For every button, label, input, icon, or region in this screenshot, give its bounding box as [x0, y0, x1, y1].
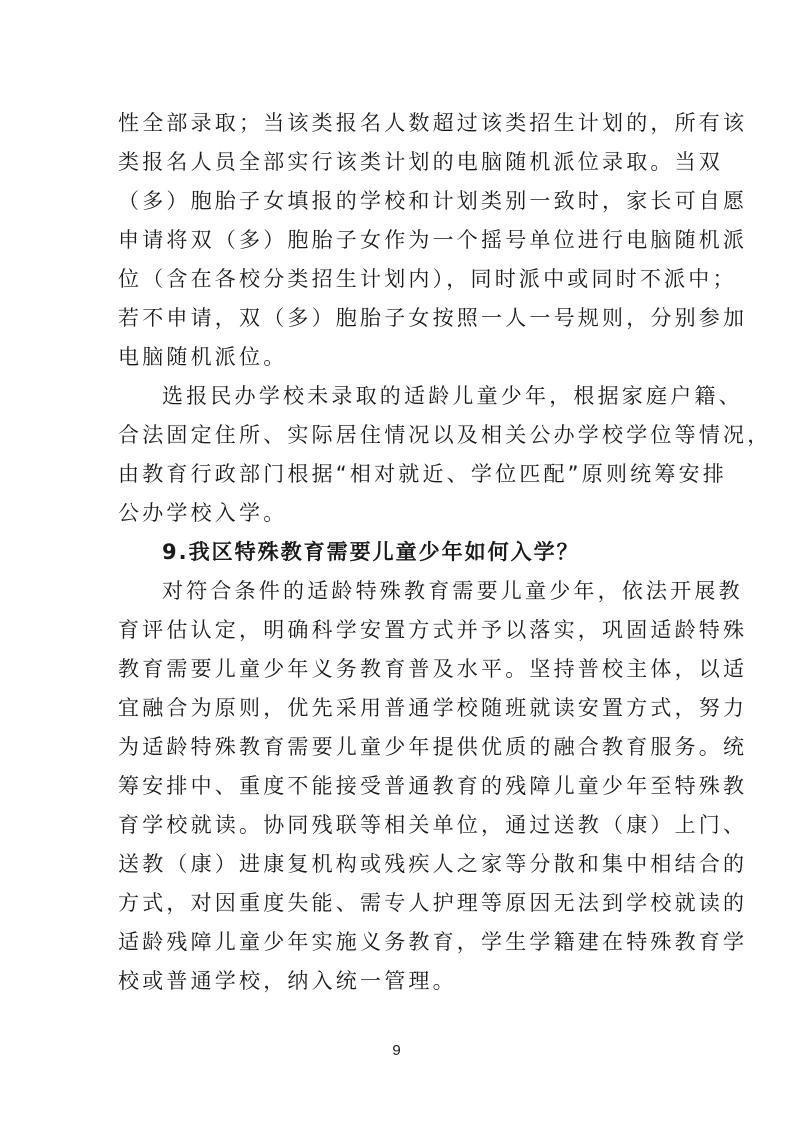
paragraph-2-line-1: 选报民办学校未录取的适龄儿童少年，根据家庭户籍、 — [162, 384, 743, 408]
paragraph-2-line-4: 公办学校入学。 — [118, 501, 288, 525]
paragraph-2-line-2: 合法固定住所、实际居住情况以及相关公办学校学位等情况， — [118, 423, 772, 447]
paragraph-3-line-10: 适龄残障儿童少年实施义务教育，学生学籍建在特殊教育学 — [118, 930, 748, 954]
paragraph-1-line-5: 位（含在各校分类招生计划内），同时派中或同时不派中； — [118, 267, 737, 291]
paragraph-3-line-7: 育学校就读。协同残联等相关单位，通过送教（康）上门、 — [118, 813, 748, 837]
paragraph-3-line-1: 对符合条件的适龄特殊教育需要儿童少年，依法开展教 — [162, 579, 743, 603]
paragraph-2-line-3: 由教育行政部门根据“相对就近、学位匹配”原则统筹安排 — [118, 462, 727, 486]
paragraph-3-line-4: 宜融合为原则，优先采用普通学校随班就读安置方式，努力 — [118, 696, 748, 720]
paragraph-1-line-2: 类报名人员全部实行该类计划的电脑随机派位录取。当双 — [118, 150, 723, 174]
paragraph-3-line-8: 送教（康）进康复机构或残疾人之家等分散和集中相结合的 — [118, 852, 748, 876]
section-heading-9: 9.我区特殊教育需要儿童少年如何入学？ — [162, 540, 580, 564]
paragraph-3-line-3: 教育需要儿童少年义务教育普及水平。坚持普校主体，以适 — [118, 657, 748, 681]
paragraph-1-line-6: 若不申请，双（多）胞胎子女按照一人一号规则，分别参加 — [118, 306, 748, 330]
paragraph-3-line-11: 校或普通学校，纳入统一管理。 — [118, 969, 457, 993]
paragraph-1-line-1: 性全部录取；当该类报名人数超过该类招生计划的，所有该 — [118, 111, 748, 135]
paragraph-1-line-4: 申请将双（多）胞胎子女作为一个摇号单位进行电脑随机派 — [118, 228, 748, 252]
paragraph-3-line-6: 筹安排中、重度不能接受普通教育的残障儿童少年至特殊教 — [118, 774, 748, 798]
page-number: 9 — [392, 1042, 401, 1059]
paragraph-3-line-5: 为适龄特殊教育需要儿童少年提供优质的融合教育服务。统 — [118, 735, 748, 759]
paragraph-3-line-2: 育评估认定，明确科学安置方式并予以落实，巩固适龄特殊 — [118, 618, 748, 642]
paragraph-3-line-9: 方式，对因重度失能、需专人护理等原因无法到学校就读的 — [118, 891, 748, 915]
paragraph-1-line-7: 电脑随机派位。 — [118, 345, 288, 369]
paragraph-1-line-3: （多）胞胎子女填报的学校和计划类别一致时，家长可自愿 — [118, 189, 748, 213]
